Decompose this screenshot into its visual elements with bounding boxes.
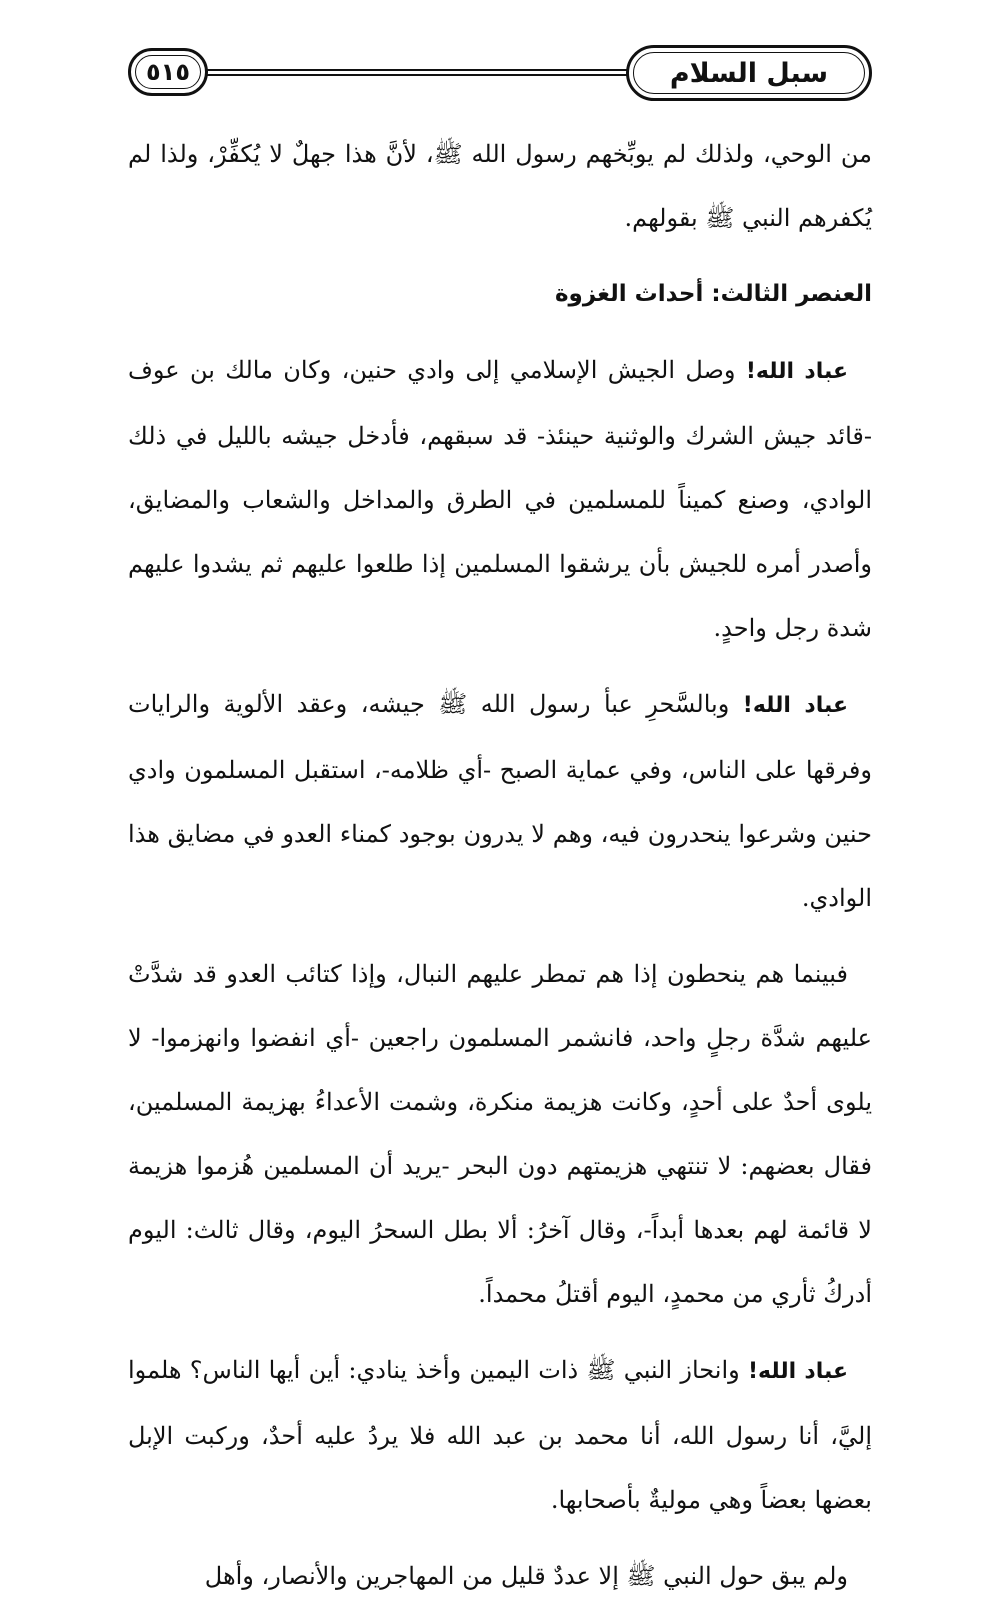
header-rule [198,69,634,76]
paragraph-5 [128,1338,872,1532]
book-title: سبل السلام [669,57,829,89]
book-title-frame [626,45,872,101]
paragraph-text: وانحاز النبي ﷺ ذات اليمين وأخذ ينادي: أين أيها الناس؟ هلموا إليَّ، أنا رسول الله، أنا محمد بن عبد الله فلا يردُ عليه أحدٌ، وركبت الإبل بعضها بعضاً وهي موليةٌ بأصحابها. [128,1356,872,1514]
paragraph-text: ولم يبق حول النبي ﷺ إلا عددٌ قليل من المهاجرين والأنصار، وأهل [204,1562,848,1590]
paragraph-lead: عباد الله! [747,1359,848,1384]
paragraph-text: وبالسَّحرِ عبأ رسول الله ﷺ جيشه، وعقد الألوية والرايات وفرقها على الناس، وفي عماية الصبح -أي ظلامه-، استقبل المسلمون وادي حنين وشرعوا ينحدرون فيه، وهم لا يدرون بوجود كمناء العدو في مضايق هذا الوادي. [128,690,872,912]
page-number-frame [128,48,208,96]
section-heading: العنصر الثالث: أحداث الغزوة [554,281,872,307]
paragraph-4 [128,942,872,1326]
paragraph-1 [128,122,872,250]
paragraph-6 [128,1544,872,1608]
page-number: ٥١٥ [146,58,190,86]
paragraph-text: فبينما هم ينحطون إذا هم تمطر عليهم النبال، وإذا كتائب العدو قد شدَّتْ عليهم شدَّة رجلٍ واحد، فانشمر المسلمون راجعين -أي انفضوا وانهزموا- لا يلوى أحدٌ على أحدٍ، وكانت هزيمة منكرة، وشمت الأعداءُ بهزيمة المسلمين، فقال بعضهم: لا تنتهي هزيمتهم دون البحر -يريد أن المسلمين هُزموا هزيمة لا قائمة لهم بعدها أبداً-، وقال آخرُ: ألا بطل السحرُ اليوم، وقال ثالث: اليوم أدركُ ثأري من محمدٍ، اليوم أقتلُ محمداً. [128,960,873,1308]
running-header [128,42,872,108]
paragraph-text: من الوحي، ولذلك لم يوبِّخهم رسول الله ﷺ، لأنَّ هذا جهلٌ لا يُكفِّرْ، ولذا لم يُكفرهم النبي ﷺ بقولهم. [128,140,872,232]
paragraph-2 [128,338,872,660]
paragraph-3 [128,672,872,930]
paragraph-lead: عباد الله! [742,693,848,718]
page-body [128,122,872,1608]
paragraph-text: وصل الجيش الإسلامي إلى وادي حنين، وكان مالك بن عوف -قائد جيش الشرك والوثنية حينئذ- قد سبقهم، فأدخل جيشه بالليل في ذلك الوادي، وصنع كميناً للمسلمين في الطرق والمداخل والشعاب والمضايق، وأصدر أمره للجيش بأن يرشقوا المسلمين إذا طلعوا عليهم ثم يشدوا عليهم شدة رجل واحدٍ. [128,356,872,642]
paragraph-lead: عباد الله! [745,359,848,384]
